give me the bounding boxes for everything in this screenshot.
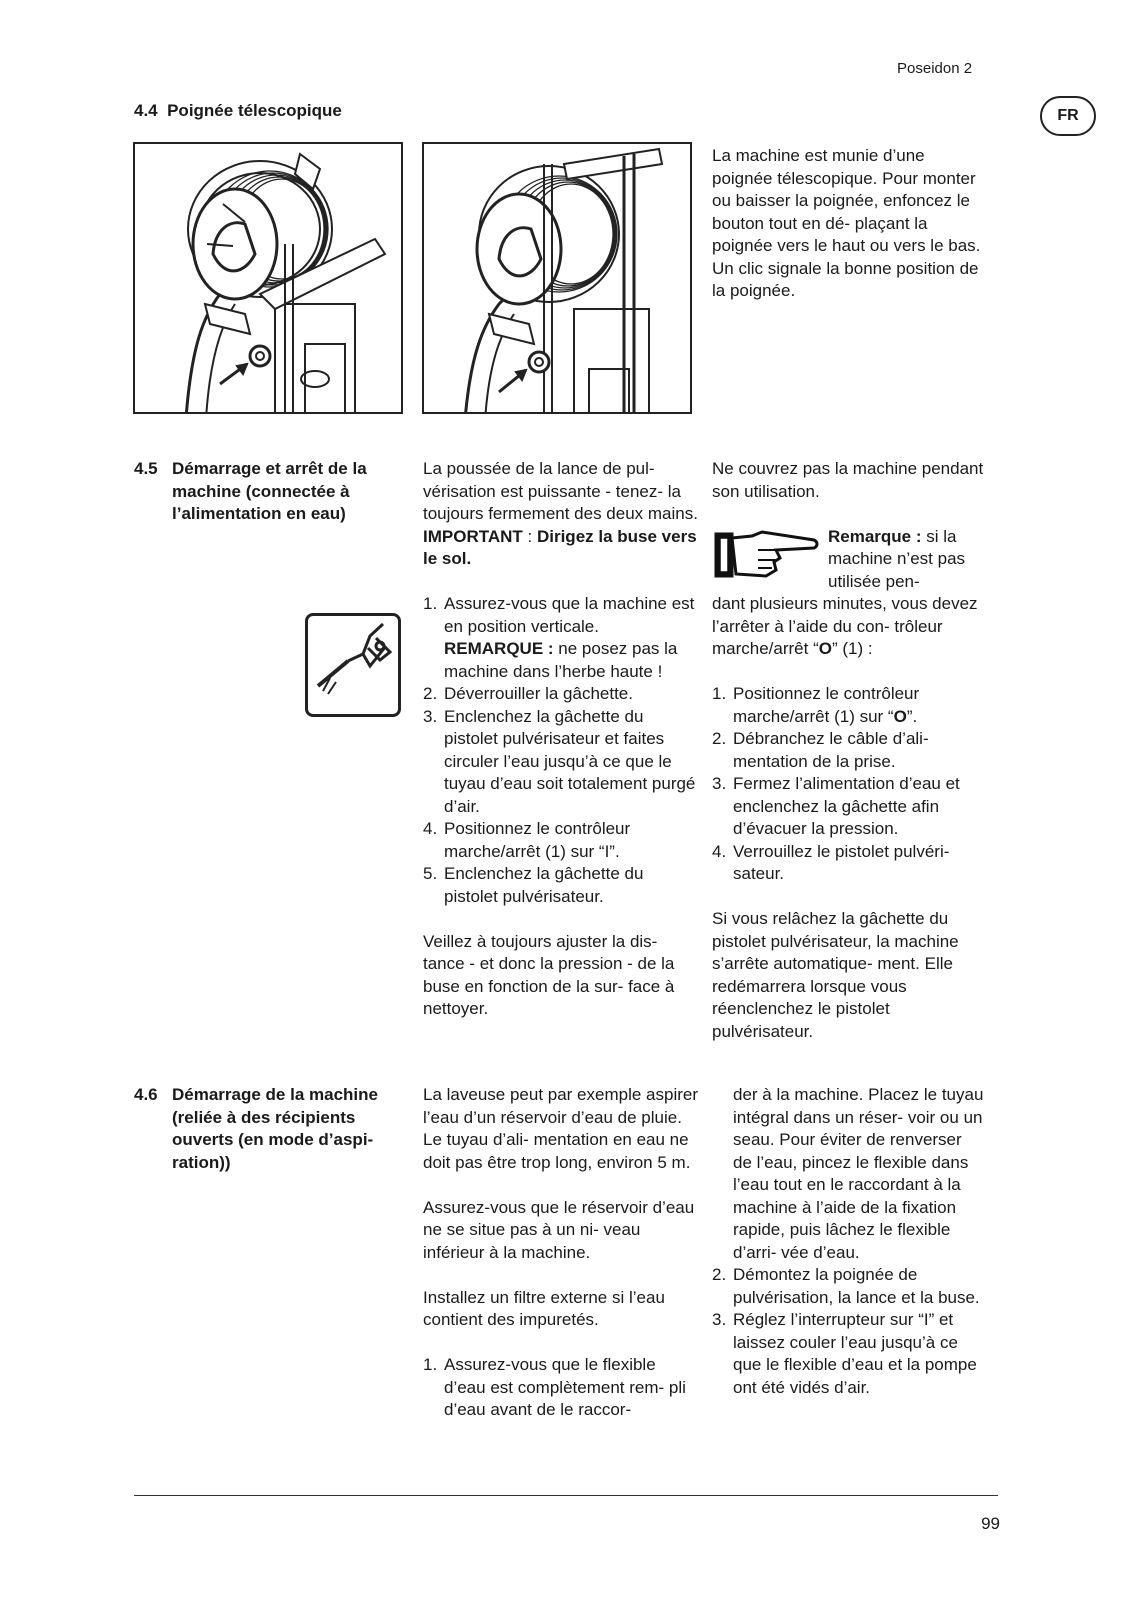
spray-gun-pictogram [305,613,401,717]
suction-steps-list-continued [712,1084,984,1399]
intro-text: La poussée de la lance de pul- vérisation est puissante - tenez- la toujours fermement des deux mains. [423,459,698,523]
note-continuation [712,593,984,661]
section-number: 4.5 [134,459,158,478]
step-number: 3. [712,774,727,793]
step-text: Déverrouiller la gâchette. [444,684,633,703]
hose-reel-machine-illustration [424,144,690,412]
list-item [423,706,698,819]
section-number: 4.4 [134,101,158,120]
list-item [423,593,698,683]
start-steps-list [423,593,698,908]
spray-gun-icon [308,616,398,714]
list-item [712,683,984,728]
intro-paragraph [423,458,698,571]
stop-steps-list [712,683,984,886]
paragraph: Installez un filtre externe si l’eau contient des impuretés. [423,1287,665,1329]
step-number: 3. [712,1310,727,1329]
step-number: 1. [423,594,438,613]
suction-steps-list [423,1354,698,1422]
step-text: Débranchez le câble d’ali- mentation de la prise. [733,729,929,771]
note-end: ” (1) : [831,639,873,658]
step-number: 3. [423,706,438,726]
note-off-symbol: O [818,639,832,658]
step-text: Enclenchez la gâchette du pistolet pulvérisateur. [444,864,644,906]
important-label: IMPORTANT [423,526,523,546]
language-badge: FR [1040,96,1096,136]
note-block [712,526,984,661]
list-item [712,1309,984,1399]
section-4-5-column-3 [712,458,984,1043]
step-off-symbol: O [893,706,907,726]
pointing-hand-icon [714,528,819,582]
step-text: Démontez la poignée de pulvérisation, la lance et la buse. [733,1265,980,1307]
step-number: 1. [423,1355,438,1374]
section-4-6-column-2 [423,1084,698,1422]
step-text: Enclenchez la gâchette du pistolet pulvérisateur et faites circuler l’eau jusqu’à ce que le tuyau d’eau soit totalement purgé d’air. [444,706,696,816]
step-number: 5. [423,864,438,883]
note-text: ne posez pas la machine dans l’herbe haute ! [444,639,678,681]
important-text: Dirigez la buse vers le sol. [423,526,697,568]
paragraph: Ne couvrez pas la machine pendant son utilisation. [712,459,984,501]
step-text: Réglez l’interrupteur sur “I” et laissez couler l’eau jusqu’à ce que le flexible d’eau et la pompe ont été vidés d’air. [733,1310,977,1397]
paragraph: Assurez-vous que le réservoir d’eau ne se situe pas à un ni- veau inférieur à la machine. [423,1197,695,1262]
step-text: Positionnez le contrôleur marche/arrêt (1) sur “ [733,684,920,726]
step-text-end: ”. [906,706,918,726]
hose-reel-machine-illustration [135,144,401,412]
list-item [423,818,698,863]
footer-divider [134,1495,998,1496]
step-text: Fermez l’alimentation d’eau et enclenchez la gâchette afin d’évacuer la pression. [733,774,960,838]
step-number: 4. [423,819,438,838]
note-label: REMARQUE : [444,639,554,658]
section-4-6-column-3 [712,1084,984,1399]
page-number: 99 [981,1514,1000,1533]
list-item [712,841,984,886]
list-item [423,1354,698,1422]
step-text: der à la machine. Placez le tuyau intégral dans un réser- voir ou un seau. Pour éviter de renverser de l’eau, pincez le flexible dans l’eau tout en le raccordant à la machine à l’aide de la fixation rapide, puis lâchez le flexible d’arri- vée d’eau. [733,1085,984,1262]
section-4-5-heading [134,458,404,528]
section-4-6-heading [134,1084,404,1184]
outro-paragraph: Si vous relâchez la gâchette du pistolet pulvérisateur, la machine s’arrête automatique- ment. Elle redémarrera lorsque vous réenclenchez le pistolet pulvérisateur. [712,909,959,1041]
step-text: Assurez-vous que le flexible d’eau est complètement rem- pli d’eau avant de le raccor- [444,1355,686,1419]
document-name: Poseidon 2 [897,60,973,77]
list-item [712,1084,984,1264]
paragraph: La machine est munie d’une poignée télescopique. Pour monter ou baisser la poignée, enfoncez le bouton tout en dé- plaçant la poignée vers le haut ou vers le bas. Un clic signale la bonne position de la poignée. [712,146,981,300]
outro-paragraph: Veillez à toujours ajuster la dis- tance - et donc la pression - de la buse en fonction de la sur- face à nettoyer. [423,931,675,1018]
note-text: dant plusieurs minutes, vous devez l’arrêter à l’aide du con- trôleur marche/arrêt “ [712,594,978,658]
list-item [712,1264,984,1309]
section-number: 4.6 [134,1085,158,1104]
section-title: Démarrage de la machine (reliée à des récipients ouverts (en mode d’aspi- ration)) [172,1085,378,1172]
step-number: 4. [712,841,727,861]
step-text: Assurez-vous que la machine est en position verticale. [444,594,695,636]
telescopic-handle-figure-lowered [133,142,403,414]
step-number: 1. [712,684,727,703]
step-text: Verrouillez le pistolet pulvéri- sateur. [733,841,950,883]
list-item [712,728,984,773]
list-item [423,863,698,908]
step-text: Positionnez le contrôleur marche/arrêt (1) sur “I”. [444,819,631,861]
note-first-lines [828,526,984,594]
step-number: 2. [712,729,727,748]
note-label: Remarque : [828,526,922,546]
telescopic-handle-figure-raised [422,142,692,414]
section-4-4-text [712,145,982,303]
section-title: Démarrage et arrêt de la machine (connectée à l’alimentation en eau) [172,459,367,523]
list-item [423,683,698,706]
step-number: 2. [423,684,438,703]
paragraph: La laveuse peut par exemple aspirer l’eau d’un réservoir d’eau de pluie. Le tuyau d’ali- mentation en eau ne doit pas être trop long, environ 5 m. [423,1085,698,1172]
note-text: si la machine n’est pas utilisée pen- [828,526,966,591]
list-item [712,773,984,841]
section-title: Poignée télescopique [167,101,342,120]
step-number: 2. [712,1265,727,1284]
section-4-5-column-2 [423,458,698,1021]
important-separator: : [522,526,537,546]
section-4-4-heading [134,100,342,123]
